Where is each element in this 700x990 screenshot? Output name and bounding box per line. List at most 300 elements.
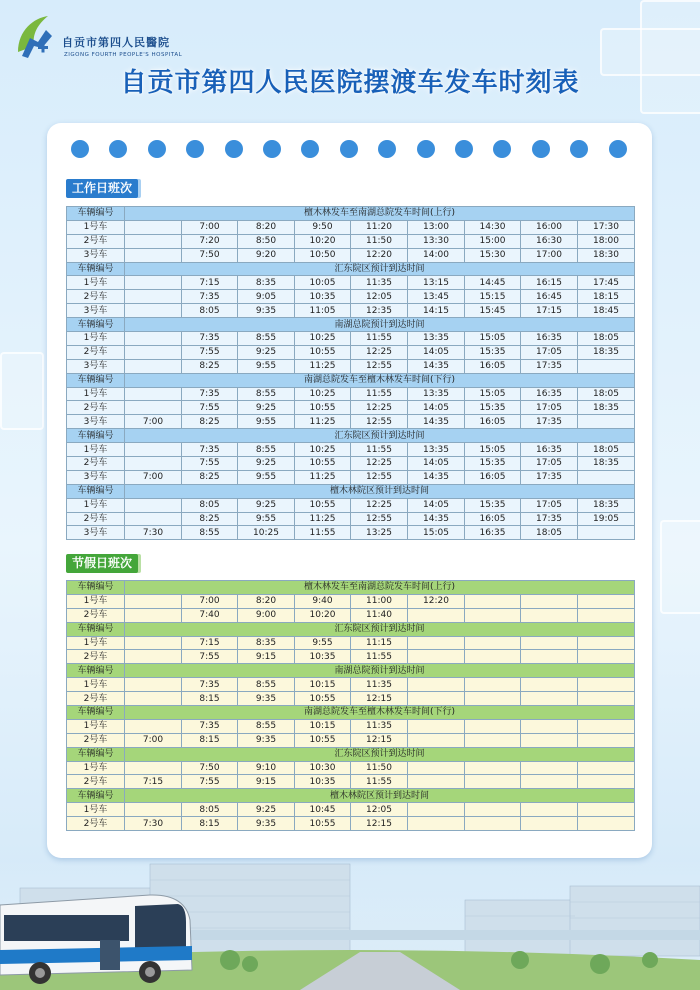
time-cell: 18:05 [578, 387, 635, 401]
vehicle-number-header: 车辆编号 [67, 622, 125, 636]
time-cell: 9:35 [238, 733, 295, 747]
time-cell: 10:25 [295, 387, 351, 401]
table-row [67, 332, 635, 346]
time-cell: 10:35 [295, 290, 351, 304]
time-cell [125, 332, 182, 346]
group-header-row [67, 429, 635, 443]
time-cell [125, 512, 182, 526]
table-row [67, 761, 635, 775]
time-cell: 17:05 [521, 401, 578, 415]
time-cell [125, 443, 182, 457]
time-cell [521, 678, 578, 692]
binder-dot [417, 140, 435, 158]
time-cell: 9:55 [238, 470, 295, 484]
time-cell [408, 719, 465, 733]
group-header-row [67, 484, 635, 498]
binder-dot [71, 140, 89, 158]
time-cell: 14:45 [465, 276, 521, 290]
vehicle-cell: 3号车 [67, 248, 125, 262]
time-cell: 11:20 [351, 220, 408, 234]
table-row [67, 304, 635, 318]
time-cell [125, 457, 182, 471]
time-cell: 8:50 [238, 234, 295, 248]
time-cell: 7:55 [182, 457, 238, 471]
time-cell [408, 650, 465, 664]
table-row [67, 387, 635, 401]
time-cell: 18:05 [578, 332, 635, 346]
workday-section-label: 工作日班次 [66, 179, 138, 198]
group-header-row [67, 207, 635, 221]
vehicle-cell: 1号车 [67, 719, 125, 733]
time-cell [465, 692, 521, 706]
time-cell: 12:15 [351, 817, 408, 831]
time-cell: 9:55 [238, 512, 295, 526]
time-cell [521, 650, 578, 664]
time-cell [125, 304, 182, 318]
time-cell: 8:05 [182, 803, 238, 817]
time-cell: 13:35 [408, 387, 465, 401]
time-cell [578, 526, 635, 540]
time-cell: 7:55 [182, 775, 238, 789]
time-cell [521, 817, 578, 831]
group-title: 檀木林院区预计到达时间 [125, 484, 635, 498]
time-cell [465, 678, 521, 692]
time-cell: 10:35 [295, 775, 351, 789]
time-cell: 18:05 [578, 443, 635, 457]
time-cell: 18:35 [578, 345, 635, 359]
table-row [67, 290, 635, 304]
binder-dot [378, 140, 396, 158]
binder-dot [186, 140, 204, 158]
vehicle-cell: 1号车 [67, 498, 125, 512]
time-cell: 12:25 [351, 345, 408, 359]
time-cell: 11:35 [351, 678, 408, 692]
time-cell: 7:30 [125, 526, 182, 540]
time-cell [465, 775, 521, 789]
table-row [67, 775, 635, 789]
time-cell [465, 761, 521, 775]
table-row [67, 345, 635, 359]
time-cell: 10:15 [295, 678, 351, 692]
time-cell: 10:35 [295, 650, 351, 664]
vehicle-cell: 1号车 [67, 636, 125, 650]
time-cell [125, 650, 182, 664]
vehicle-cell: 3号车 [67, 359, 125, 373]
time-cell [521, 803, 578, 817]
hospital-scene [0, 860, 700, 990]
time-cell: 9:25 [238, 401, 295, 415]
time-cell [521, 636, 578, 650]
time-cell [408, 608, 465, 622]
time-cell: 10:20 [295, 608, 351, 622]
table-row [67, 678, 635, 692]
time-cell [125, 678, 182, 692]
time-cell: 7:00 [182, 594, 238, 608]
time-cell [521, 761, 578, 775]
table-row [67, 526, 635, 540]
vehicle-cell: 1号车 [67, 276, 125, 290]
time-cell: 8:05 [182, 304, 238, 318]
binder-dot [570, 140, 588, 158]
time-cell [125, 692, 182, 706]
table-row [67, 650, 635, 664]
table-row [67, 803, 635, 817]
time-cell [125, 359, 182, 373]
binder-dot [263, 140, 281, 158]
time-cell [578, 594, 635, 608]
time-cell [578, 636, 635, 650]
group-header-row [67, 622, 635, 636]
group-title: 南湖总院发车至檀木林发车时间(下行) [125, 706, 635, 720]
time-cell: 8:15 [182, 733, 238, 747]
decorative-cross [0, 352, 44, 430]
time-cell: 8:55 [238, 719, 295, 733]
time-cell: 9:55 [238, 415, 295, 429]
time-cell: 15:05 [465, 443, 521, 457]
vehicle-number-header: 车辆编号 [67, 789, 125, 803]
time-cell [521, 719, 578, 733]
time-cell: 7:35 [182, 678, 238, 692]
table-row [67, 470, 635, 484]
time-cell: 11:05 [295, 304, 351, 318]
vehicle-cell: 2号车 [67, 692, 125, 706]
time-cell [125, 234, 182, 248]
time-cell [465, 608, 521, 622]
time-cell: 12:20 [408, 594, 465, 608]
time-cell: 9:10 [238, 761, 295, 775]
time-cell: 17:35 [521, 512, 578, 526]
time-cell [125, 803, 182, 817]
time-cell: 9:25 [238, 803, 295, 817]
time-cell [408, 775, 465, 789]
time-cell [125, 220, 182, 234]
time-cell [578, 733, 635, 747]
holiday-timetable [66, 580, 635, 831]
time-cell [578, 678, 635, 692]
time-cell: 7:00 [125, 470, 182, 484]
time-cell: 12:25 [351, 498, 408, 512]
time-cell [578, 817, 635, 831]
time-cell: 9:35 [238, 817, 295, 831]
time-cell [125, 636, 182, 650]
time-cell [578, 415, 635, 429]
time-cell: 8:55 [238, 678, 295, 692]
time-cell [578, 803, 635, 817]
time-cell: 7:30 [125, 817, 182, 831]
time-cell [125, 401, 182, 415]
vehicle-cell: 2号车 [67, 733, 125, 747]
time-cell: 17:30 [578, 220, 635, 234]
vehicle-cell: 2号车 [67, 817, 125, 831]
binder-dot [609, 140, 627, 158]
time-cell: 14:05 [408, 457, 465, 471]
time-cell: 15:35 [465, 457, 521, 471]
vehicle-number-header: 车辆编号 [67, 429, 125, 443]
time-cell [465, 733, 521, 747]
time-cell: 8:25 [182, 415, 238, 429]
time-cell: 15:30 [465, 248, 521, 262]
time-cell: 11:50 [351, 761, 408, 775]
time-cell [521, 775, 578, 789]
time-cell: 17:00 [521, 248, 578, 262]
time-cell: 8:15 [182, 817, 238, 831]
time-cell: 7:55 [182, 401, 238, 415]
time-cell [125, 290, 182, 304]
table-row [67, 608, 635, 622]
time-cell: 11:55 [351, 443, 408, 457]
hospital-logo [12, 12, 212, 64]
time-cell [465, 636, 521, 650]
time-cell: 15:35 [465, 345, 521, 359]
time-cell: 15:00 [465, 234, 521, 248]
time-cell: 13:30 [408, 234, 465, 248]
time-cell: 9:25 [238, 498, 295, 512]
time-cell: 9:05 [238, 290, 295, 304]
time-cell: 14:35 [408, 415, 465, 429]
time-cell: 9:25 [238, 345, 295, 359]
bus-icon [0, 895, 192, 984]
binder-dot [532, 140, 550, 158]
vehicle-cell: 1号车 [67, 387, 125, 401]
group-title: 檀木林发车至南湖总院发车时间(上行) [125, 581, 635, 595]
time-cell [125, 276, 182, 290]
time-cell: 13:00 [408, 220, 465, 234]
time-cell [408, 692, 465, 706]
time-cell: 11:40 [351, 608, 408, 622]
time-cell: 16:15 [521, 276, 578, 290]
group-header-row [67, 789, 635, 803]
time-cell [578, 775, 635, 789]
table-row [67, 692, 635, 706]
binder-dot [109, 140, 127, 158]
binder-dot [148, 140, 166, 158]
time-cell: 18:35 [578, 457, 635, 471]
time-cell: 15:35 [465, 401, 521, 415]
table-row [67, 498, 635, 512]
time-cell [578, 359, 635, 373]
time-cell: 14:35 [408, 512, 465, 526]
time-cell [521, 733, 578, 747]
time-cell: 12:25 [351, 401, 408, 415]
time-cell: 15:05 [465, 332, 521, 346]
table-row [67, 401, 635, 415]
time-cell: 12:55 [351, 415, 408, 429]
time-cell: 11:55 [351, 332, 408, 346]
table-row [67, 234, 635, 248]
time-cell: 16:05 [465, 470, 521, 484]
time-cell [408, 733, 465, 747]
time-cell: 18:45 [578, 304, 635, 318]
vehicle-number-header: 车辆编号 [67, 262, 125, 276]
vehicle-cell: 2号车 [67, 608, 125, 622]
time-cell: 18:35 [578, 498, 635, 512]
table-row [67, 220, 635, 234]
time-cell: 14:35 [408, 470, 465, 484]
time-cell: 17:05 [521, 345, 578, 359]
time-cell: 8:20 [238, 220, 295, 234]
time-cell: 14:15 [408, 304, 465, 318]
time-cell: 7:35 [182, 387, 238, 401]
time-cell: 16:00 [521, 220, 578, 234]
table-row [67, 457, 635, 471]
group-title: 南湖总院预计到达时间 [125, 318, 635, 332]
time-cell [578, 692, 635, 706]
vehicle-cell: 1号车 [67, 443, 125, 457]
time-cell: 15:05 [408, 526, 465, 540]
time-cell [408, 817, 465, 831]
time-cell [125, 594, 182, 608]
vehicle-number-header: 车辆编号 [67, 706, 125, 720]
time-cell: 16:35 [465, 526, 521, 540]
time-cell: 10:20 [295, 234, 351, 248]
time-cell [125, 761, 182, 775]
time-cell [408, 803, 465, 817]
time-cell: 12:25 [351, 457, 408, 471]
time-cell [521, 594, 578, 608]
time-cell: 9:40 [295, 594, 351, 608]
vehicle-cell: 1号车 [67, 803, 125, 817]
time-cell [125, 248, 182, 262]
time-cell: 17:05 [521, 498, 578, 512]
time-cell [465, 817, 521, 831]
time-cell: 8:55 [238, 443, 295, 457]
time-cell [578, 650, 635, 664]
group-header-row [67, 706, 635, 720]
group-title: 檀木林院区预计到达时间 [125, 789, 635, 803]
time-cell: 8:35 [238, 636, 295, 650]
time-cell: 16:05 [465, 359, 521, 373]
vehicle-cell: 2号车 [67, 512, 125, 526]
time-cell: 8:25 [182, 512, 238, 526]
time-cell: 8:55 [238, 332, 295, 346]
time-cell: 11:00 [351, 594, 408, 608]
time-cell [408, 761, 465, 775]
time-cell: 9:15 [238, 650, 295, 664]
vehicle-cell: 3号车 [67, 304, 125, 318]
time-cell: 7:35 [182, 719, 238, 733]
table-row [67, 415, 635, 429]
time-cell: 11:35 [351, 719, 408, 733]
group-title: 檀木林发车至南湖总院发车时间(上行) [125, 207, 635, 221]
time-cell: 10:55 [295, 345, 351, 359]
time-cell: 7:15 [182, 636, 238, 650]
table-row [67, 733, 635, 747]
vehicle-cell: 2号车 [67, 234, 125, 248]
time-cell: 11:50 [351, 234, 408, 248]
time-cell: 10:55 [295, 498, 351, 512]
time-cell: 17:35 [521, 470, 578, 484]
table-row [67, 443, 635, 457]
time-cell [521, 692, 578, 706]
binder-dot [301, 140, 319, 158]
group-header-row [67, 373, 635, 387]
vehicle-cell: 3号车 [67, 470, 125, 484]
time-cell: 9:55 [295, 636, 351, 650]
time-cell: 13:15 [408, 276, 465, 290]
time-cell: 15:35 [465, 498, 521, 512]
group-header-row [67, 664, 635, 678]
time-cell: 8:55 [238, 387, 295, 401]
time-cell: 18:15 [578, 290, 635, 304]
time-cell: 19:05 [578, 512, 635, 526]
time-cell: 8:15 [182, 692, 238, 706]
time-cell [408, 636, 465, 650]
time-cell: 15:45 [465, 304, 521, 318]
time-cell: 9:50 [295, 220, 351, 234]
time-cell: 15:05 [465, 387, 521, 401]
time-cell: 8:20 [238, 594, 295, 608]
vehicle-number-header: 车辆编号 [67, 373, 125, 387]
time-cell: 12:35 [351, 304, 408, 318]
time-cell: 9:35 [238, 692, 295, 706]
time-cell: 10:50 [295, 248, 351, 262]
page-title: 自贡市第四人民医院摆渡车发车时刻表 [120, 68, 580, 98]
time-cell: 11:25 [295, 359, 351, 373]
time-cell: 17:45 [578, 276, 635, 290]
time-cell: 17:35 [521, 415, 578, 429]
group-title: 南湖总院发车至檀木林发车时间(下行) [125, 373, 635, 387]
logo-english-name: ZIGONG FOURTH PEOPLE'S HOSPITAL [64, 52, 183, 58]
table-row [67, 594, 635, 608]
time-cell: 8:25 [182, 359, 238, 373]
vehicle-cell: 1号车 [67, 594, 125, 608]
time-cell: 9:35 [238, 304, 295, 318]
time-cell: 7:00 [182, 220, 238, 234]
time-cell: 9:20 [238, 248, 295, 262]
vehicle-number-header: 车辆编号 [67, 484, 125, 498]
time-cell: 10:25 [238, 526, 295, 540]
time-cell: 16:35 [521, 387, 578, 401]
time-cell [578, 608, 635, 622]
time-cell: 16:05 [465, 512, 521, 526]
time-cell: 14:00 [408, 248, 465, 262]
vehicle-number-header: 车辆编号 [67, 747, 125, 761]
vehicle-cell: 3号车 [67, 526, 125, 540]
time-cell: 8:35 [238, 276, 295, 290]
time-cell: 10:25 [295, 332, 351, 346]
vehicle-number-header: 车辆编号 [67, 664, 125, 678]
table-row [67, 636, 635, 650]
time-cell: 14:30 [465, 220, 521, 234]
time-cell: 12:55 [351, 512, 408, 526]
vehicle-cell: 1号车 [67, 761, 125, 775]
holiday-section-label: 节假日班次 [66, 554, 138, 573]
vehicle-cell: 2号车 [67, 345, 125, 359]
time-cell: 7:15 [182, 276, 238, 290]
time-cell: 16:35 [521, 443, 578, 457]
time-cell: 18:35 [578, 401, 635, 415]
vehicle-number-header: 车辆编号 [67, 581, 125, 595]
table-row [67, 512, 635, 526]
time-cell: 10:25 [295, 443, 351, 457]
table-row [67, 817, 635, 831]
time-cell: 11:15 [351, 636, 408, 650]
time-cell: 9:25 [238, 457, 295, 471]
time-cell [578, 719, 635, 733]
group-header-row [67, 581, 635, 595]
binder-dot [493, 140, 511, 158]
time-cell: 12:15 [351, 733, 408, 747]
group-header-row [67, 318, 635, 332]
time-cell [465, 594, 521, 608]
vehicle-cell: 2号车 [67, 650, 125, 664]
time-cell: 10:45 [295, 803, 351, 817]
group-header-row [67, 262, 635, 276]
time-cell: 10:15 [295, 719, 351, 733]
time-cell [521, 608, 578, 622]
time-cell [465, 719, 521, 733]
decorative-cross [660, 520, 700, 614]
